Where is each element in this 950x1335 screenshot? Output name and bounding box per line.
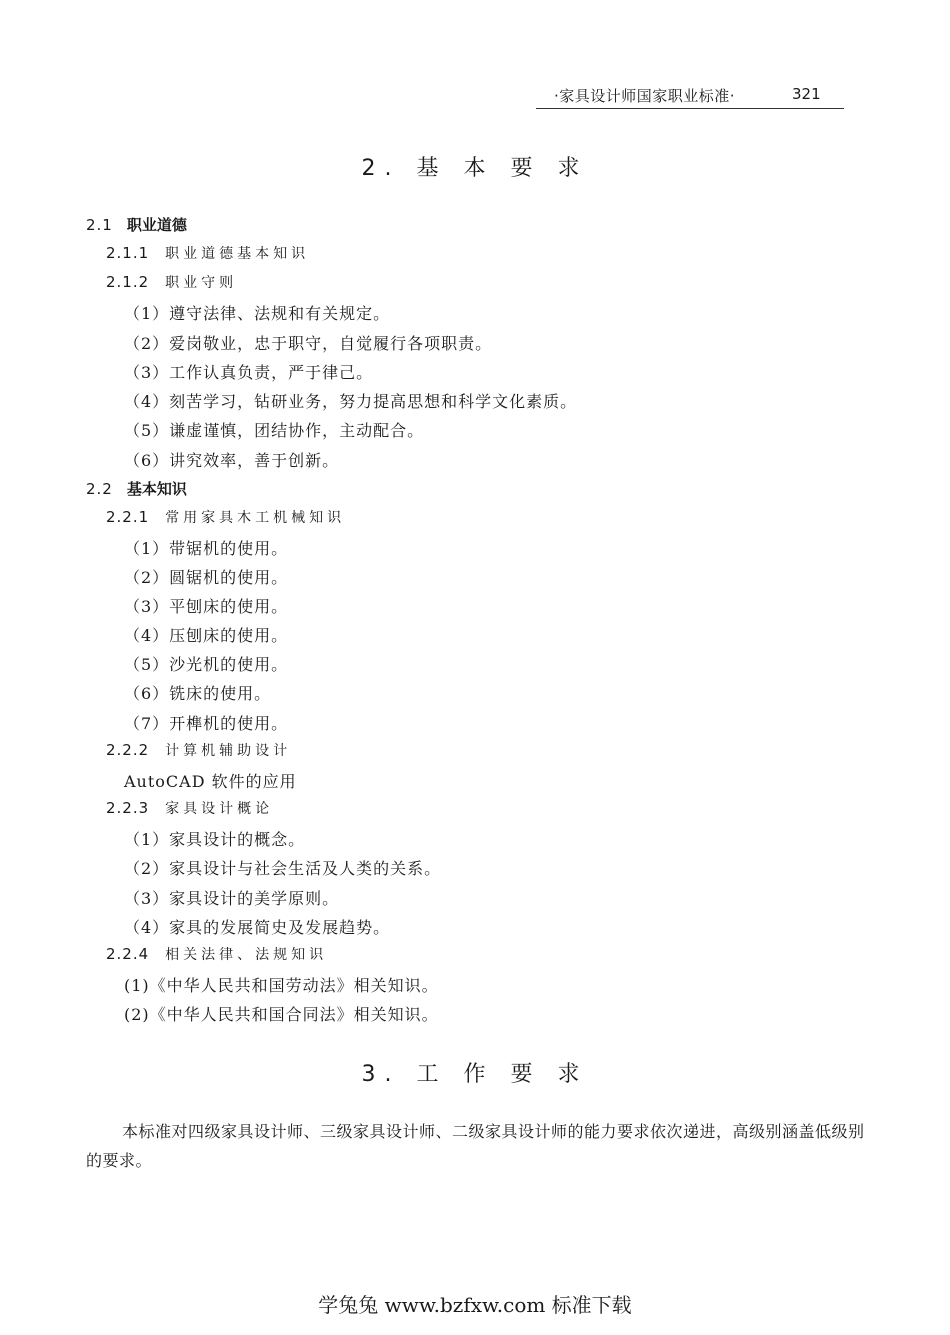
body-paragraph: 本标准对四级家具设计师、三级家具设计师、二级家具设计师的能力要求依次递进，高级别涵盖低级别的要求。 xyxy=(86,1122,865,1170)
heading-2-1-1 xyxy=(106,243,309,263)
heading-text: 职业道德 xyxy=(126,216,187,234)
list-item: （6）铣床的使用。 xyxy=(124,684,272,703)
heading-2-1 xyxy=(86,214,187,235)
list-item: （4）刻苦学习，钻研业务，努力提高思想和科学文化素质。 xyxy=(124,392,578,411)
heading-text: 计算机辅助设计 xyxy=(165,743,292,759)
running-header xyxy=(536,84,844,108)
list-item: （4）家具的发展简史及发展趋势。 xyxy=(124,918,391,937)
list-item: （3）工作认真负责，严于律己。 xyxy=(124,363,374,382)
heading-number: 2.2 xyxy=(86,480,113,498)
list-item: （3）平刨床的使用。 xyxy=(124,597,289,616)
list-item: （1）遵守法律、法规和有关规定。 xyxy=(124,304,391,323)
body-text: AutoCAD 软件的应用 xyxy=(124,772,297,791)
list-item: （7）开榫机的使用。 xyxy=(124,714,289,733)
heading-number: 2.2.3 xyxy=(106,799,150,817)
list-item: （2）家具设计与社会生活及人类的关系。 xyxy=(124,859,442,878)
heading-number: 2.1.2 xyxy=(106,273,150,291)
list-item: (1)《中华人民共和国劳动法》相关知识。 xyxy=(124,976,439,995)
list-item: （6）讲究效率，善于创新。 xyxy=(124,451,340,470)
footer-watermark: 学兔兔 www.bzfxw.com 标准下载 xyxy=(318,1293,632,1317)
heading-number: 2.1 xyxy=(86,216,113,234)
list-item: （2）爱岗敬业，忠于职守，自觉履行各项职责。 xyxy=(124,334,493,353)
page-number: 321 xyxy=(792,85,821,103)
section-3-title: 3. 工 作 要 求 xyxy=(361,1062,589,1087)
heading-2-1-2 xyxy=(106,272,237,292)
list-item: （4）压刨床的使用。 xyxy=(124,626,289,645)
heading-text: 职业守则 xyxy=(165,275,238,291)
heading-text: 职业道德基本知识 xyxy=(165,246,310,262)
list-item: （2）圆锯机的使用。 xyxy=(124,568,289,587)
heading-2-2 xyxy=(86,478,187,499)
list-item: （1）家具设计的概念。 xyxy=(124,830,306,849)
list-item: （5）沙光机的使用。 xyxy=(124,655,289,674)
heading-text: 家具设计概论 xyxy=(165,801,274,817)
heading-number: 2.2.4 xyxy=(106,945,150,963)
heading-number: 2.2.2 xyxy=(106,741,150,759)
heading-number: 2.1.1 xyxy=(106,244,150,262)
heading-number: 2.2.1 xyxy=(106,508,150,526)
heading-text: 基本知识 xyxy=(126,480,187,498)
heading-text: 相关法律、法规知识 xyxy=(165,947,328,963)
list-item: (2)《中华人民共和国合同法》相关知识。 xyxy=(124,1005,439,1024)
header-title: ·家具设计师国家职业标准· xyxy=(554,87,736,105)
heading-2-2-1 xyxy=(106,507,345,527)
section-2-title: 2. 基 本 要 求 xyxy=(361,156,589,181)
header-divider xyxy=(536,108,844,109)
heading-2-2-4 xyxy=(106,944,327,964)
heading-2-2-3 xyxy=(106,798,273,818)
heading-2-2-2 xyxy=(106,740,291,760)
list-item: （3）家具设计的美学原则。 xyxy=(124,889,340,908)
heading-text: 常用家具木工机械知识 xyxy=(165,510,346,526)
list-item: （1）带锯机的使用。 xyxy=(124,539,289,558)
list-item: （5）谦虚谨慎，团结协作，主动配合。 xyxy=(124,421,425,440)
